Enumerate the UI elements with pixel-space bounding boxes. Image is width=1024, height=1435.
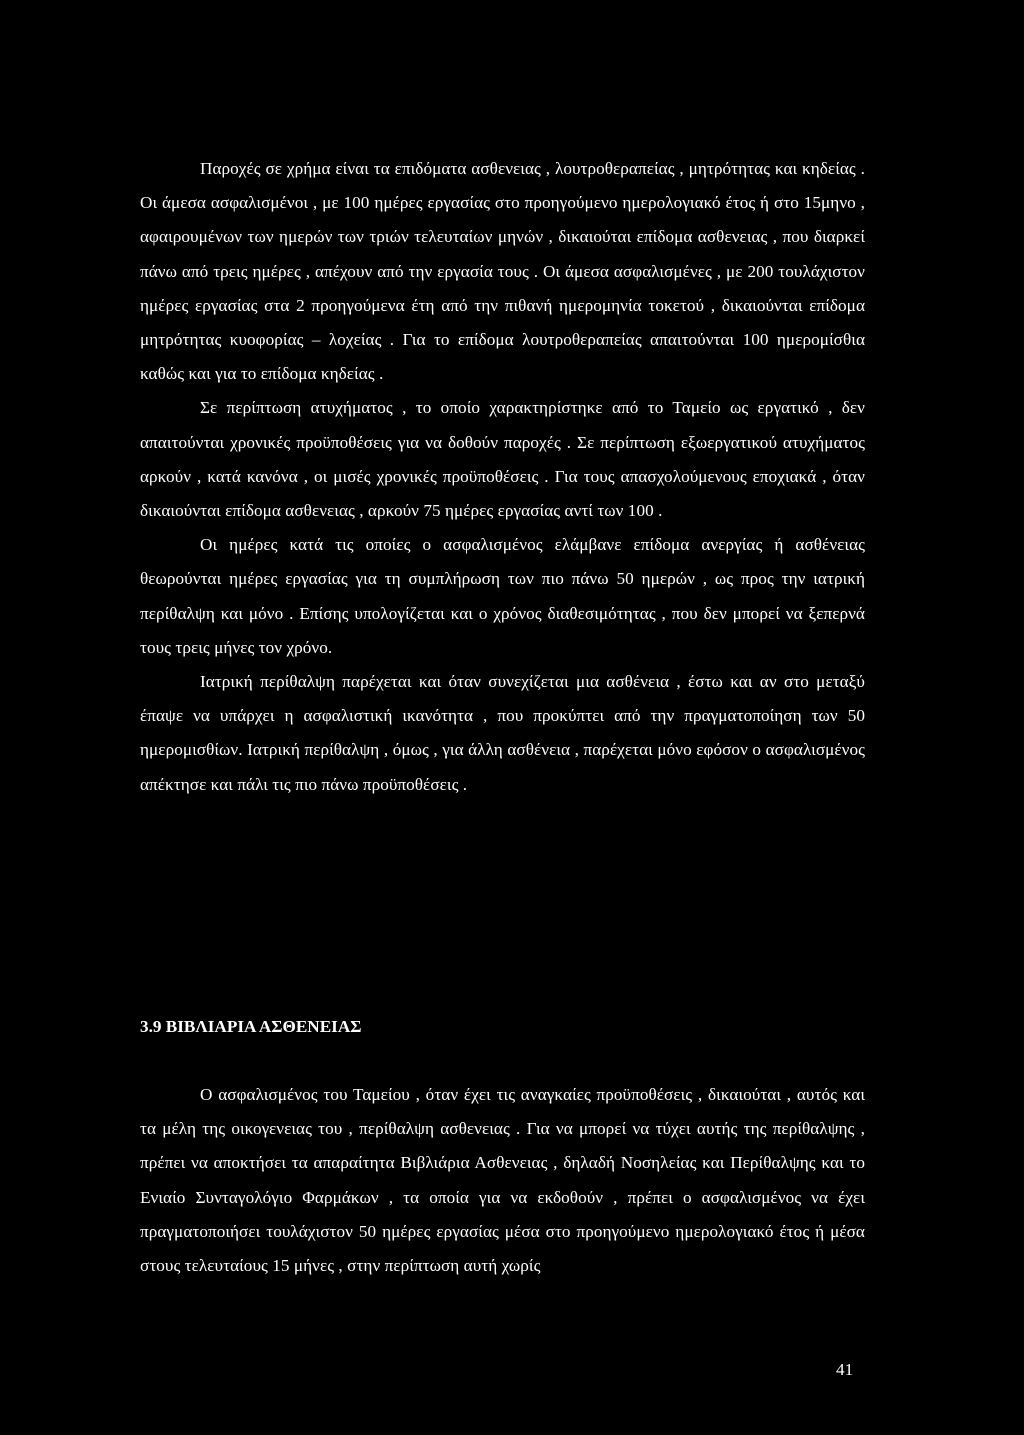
body-text <box>140 152 865 802</box>
paragraph-accident: Σε περίπτωση ατυχήματος , το οποίο χαρακτηρίστηκε από το Ταμείο ως εργατικό , δεν απαιτούνται χρονικές προϋποθέσεις για να δοθούν παροχές . Σε περίπτωση εξωεργατικού ατυχήματος αρκούν , κατά κανόνα , οι μισές χρονικές προϋποθέσεις . Για τους απασχολούμενους εποχιακά , όταν δικαιούνται επίδομα ασθενειας , αρκούν 75 ημέρες εργασίας αντί των 100 . <box>140 398 865 521</box>
section-heading: 3.9 ΒΙΒΛΙΑΡΙΑ ΑΣΘΕΝΕΙΑΣ <box>140 1017 362 1036</box>
paragraph-health-booklets: Ο ασφαλισμένος του Ταμείου , όταν έχει τις αναγκαίες προϋποθέσεις , δικαιούται , αυτός και τα μέλη της οικογενειας του , περίθαλψη ασθενειας . Για να μπορεί να τύχει αυτής της περίθαλψης , πρέπει να αποκτήσει τα απαραίτητα Βιβλιάρια Ασθενειας , δηλαδή Νοσηλείας και Περίθαλψης και το Ενιαίο Συνταγολόγιο Φαρμάκων , τα οποία για να εκδοθούν , πρέπει ο ασφαλισμένος να έχει πραγματοποιήσει τουλάχιστον 50 ημέρες εργασίας μέσα στο προηγούμενο ημερολογιακό έτος ή μέσα στους τελευταίους 15 μήνες , στην περίπτωση αυτή χωρίς <box>140 1085 865 1276</box>
paragraph-unemployment-days: Οι ημέρες κατά τις οποίες ο ασφαλισμένος ελάμβανε επίδομα ανεργίας ή ασθένειας θεωρούνται ημέρες εργασίας για τη συμπλήρωση των πιο πάνω 50 ημερών , ως προς την ιατρική περίθαλψη και μόνο . Επίσης υπολογίζεται και ο χρόνος διαθεσιμότητας , που δεν μπορεί να ξεπερνά τους τρεις μήνες τον χρόνο. <box>140 535 865 657</box>
paragraph-cash-benefits: Παροχές σε χρήμα είναι τα επιδόματα ασθενειας , λουτροθεραπείας , μητρότητας και κηδείας . Οι άμεσα ασφαλισμένοι , με 100 ημέρες εργασίας στο προηγούμενο ημερολογιακό έτος ή στο 15μηνο , αφαιρουμένων των ημερών των τριών τελευταίων μηνών , δικαιούται επίδομα ασθενειας , που διαρκεί πάνω από τρεις ημέρες , απέχουν από την εργασία τους . Οι άμεσα ασφαλισμένες , με 200 τουλάχιστον ημέρες εργασίας στα 2 προηγούμενα έτη από την πιθανή ημερομηνία τοκετού , δικαιούνται επίδομα μητρότητας κυοφορίας – λοχείας . Για το επίδομα λουτροθεραπείας απαιτούνται 100 ημερομίσθια καθώς και για το επίδομα κηδείας . <box>140 159 865 384</box>
paragraph-continued-care: Ιατρική περίθαλψη παρέχεται και όταν συνεχίζεται μια ασθένεια , έστω και αν στο μεταξύ έπαψε να υπάρχει η ασφαλιστική ικανότητα , που προκύπτει από την πραγματοποίηση των 50 ημερομισθίων. Ιατρική περίθαλψη , όμως , για άλλη ασθένεια , παρέχεται μόνο εφόσον ο ασφαλισμένος απέκτησε και πάλι τις πιο πάνω προϋποθέσεις . <box>140 672 865 794</box>
page-number: 41 <box>836 1360 854 1379</box>
section-body-text <box>140 1078 865 1283</box>
